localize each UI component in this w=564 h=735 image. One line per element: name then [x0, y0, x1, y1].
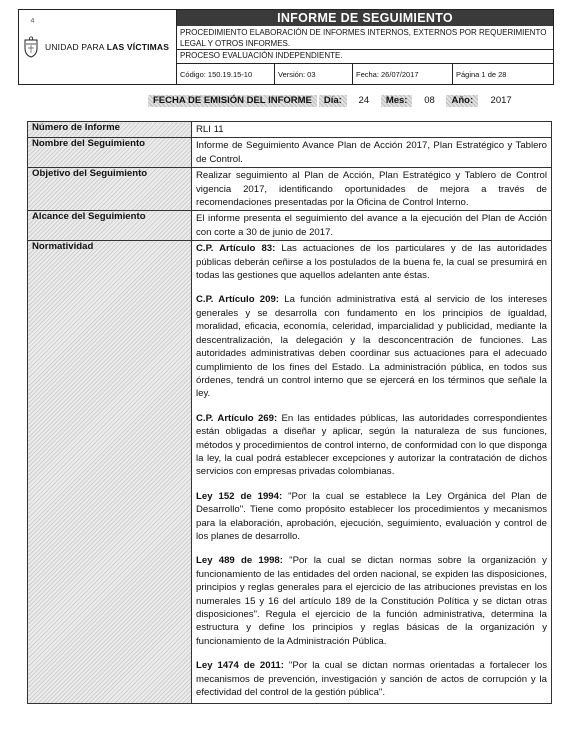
- row-label: Normatividad: [28, 241, 192, 704]
- regulation-paragraph: C.P. Artículo 83: Las actuaciones de los particulares y de las autoridades públicas deberán ceñirse a los postulados de la buena fe, la cual se presumirá en todas las gestiones que aquellos adelanten ante éstas.: [196, 243, 547, 282]
- document-date: Fecha: 26/07/2017: [353, 64, 453, 84]
- month-label: Mes:: [381, 95, 413, 107]
- process-name: PROCESO EVALUACIÓN INDEPENDIENTE.: [177, 50, 553, 64]
- report-scope: El informe presenta el seguimiento del avance a la ejecución del Plan de Acción con corte a 30 de junio de 2017.: [192, 211, 552, 241]
- logo: [19, 10, 177, 84]
- procedure-name: PROCEDIMIENTO ELABORACIÓN DE INFORMES INTERNOS, EXTERNOS POR REQUERIMIENTO LEGAL Y OTROS INFORMES.: [177, 26, 553, 50]
- corner-mark: ⁴: [30, 16, 35, 28]
- day-label: Día:: [319, 95, 347, 107]
- regulations: [192, 241, 552, 704]
- report-number: RLI 11: [192, 122, 552, 138]
- row-label: Número de Informe: [28, 122, 192, 138]
- row-label: Objetivo del Seguimiento: [28, 168, 192, 211]
- emission-label: FECHA DE EMISIÓN DEL INFORME: [148, 95, 317, 107]
- coat-of-arms-icon: [23, 36, 39, 58]
- logo-text: UNIDAD PARA LAS VÍCTIMAS: [45, 42, 170, 52]
- report-objective: Realizar seguimiento al Plan de Acción, Plan Estratégico y Tablero de Control vigencia 2017, identificando oportunidades de mejora a través de recomendaciones presentadas por la Oficina de Control Interno.: [192, 168, 552, 211]
- table-row: [28, 168, 552, 211]
- year-value: 2017: [490, 95, 512, 106]
- month-value: 08: [424, 95, 435, 106]
- row-label: Nombre del Seguimiento: [28, 138, 192, 168]
- report-name: Informe de Seguimiento Avance Plan de Acción 2017, Plan Estratégico y Tablero de Control.: [192, 138, 552, 168]
- report-info-table: [27, 121, 552, 704]
- row-label: Alcance del Seguimiento: [28, 211, 192, 241]
- table-row: [28, 211, 552, 241]
- page-number: Página 1 de 28: [456, 69, 507, 79]
- table-row: [28, 138, 552, 168]
- regulation-paragraph: C.P. Artículo 269: En las entidades públicas, las autoridades correspondientes están obligadas a diseñar y aplicar, según la naturaleza de sus funciones, métodos y procedimientos de control interno, de conformidad con lo que disponga la ley, la cual podrá establecer excepciones y autorizar la contratación de dichos servicios con empresas privadas colombianas.: [196, 412, 547, 478]
- document-header: [18, 9, 554, 85]
- table-row: [28, 122, 552, 138]
- document-version: Versión: 03: [275, 64, 353, 84]
- day-value: 24: [358, 95, 370, 106]
- year-label: Año:: [446, 95, 478, 107]
- table-row: [28, 241, 552, 704]
- regulation-paragraph: Ley 152 de 1994: "Por la cual se establece la Ley Orgánica del Plan de Desarrollo". Tiene como propósito establecer los procedimientos y mecanismos para la elaboración, aprobación, ejecución, seguimiento, evaluación y control de los planes de desarrollo.: [196, 490, 547, 542]
- document-code: Código: 150.19.15-10: [177, 64, 275, 84]
- document-title: INFORME DE SEGUIMIENTO: [177, 10, 553, 26]
- document-meta: [177, 64, 553, 84]
- regulation-paragraph: Ley 1474 de 2011: "Por la cual se dictan normas orientadas a fortalecer los mecanismos de prevención, investigación y sanción de actos de corrupción y la efectividad del control de la gestión pública".: [196, 660, 548, 699]
- regulation-paragraph: C.P. Artículo 209: La función administrativa está al servicio de los intereses generales y se desarrolla con fundamento en los principios de igualdad, moralidad, eficacia, economía, celeridad, imparcialidad y publicidad, mediante la descentralización, la delegación y la desconcentración de funciones. Las autoridades administrativas deben coordinar sus actuaciones para el adecuado cumplimiento de los fines del Estado. La administración pública, en todos sus órdenes, tendrá un control interno que se ejercerá en los términos que señale la ley.: [196, 294, 548, 400]
- regulation-paragraph: Ley 489 de 1998: "Por la cual se dictan normas sobre la organización y funcionamiento de las entidades del orden nacional, se expiden las disposiciones, principios y reglas generales para el ejercicio de las atribuciones previstas en los numerales 15 y 16 del artículo 189 de la Constitución Política y se dictan otras disposiciones". Regula el ejercicio de la función administrativa, determina la estructura y define los principios y reglas básicas de la organización y funcionamiento de la Administración Pública.: [196, 555, 547, 647]
- emission-date-row: [148, 95, 524, 107]
